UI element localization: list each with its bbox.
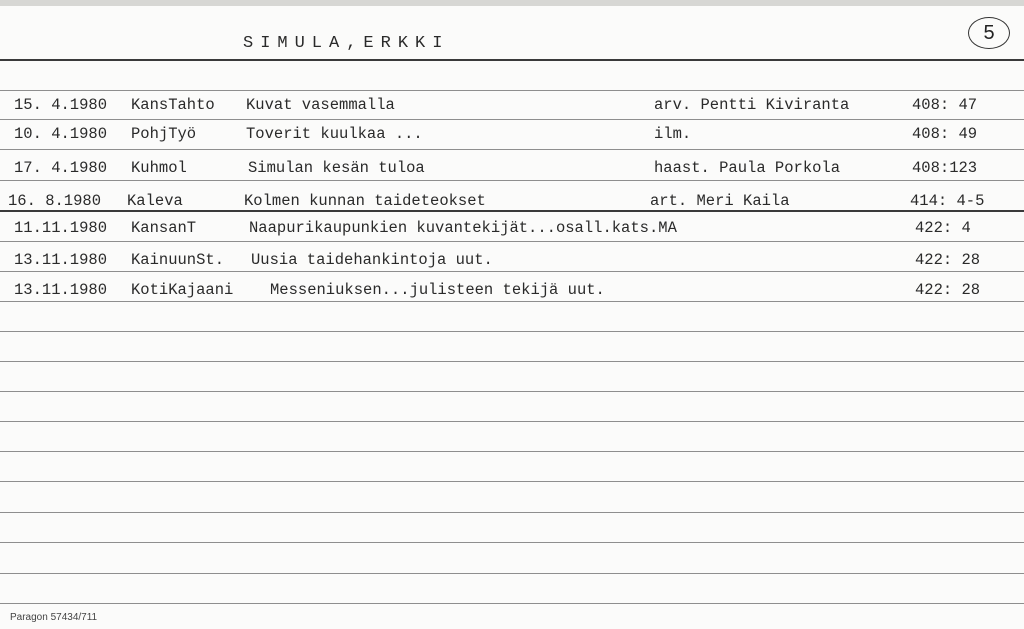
entry-row (0, 281, 1024, 303)
ruled-line (0, 451, 1024, 452)
entry-row (0, 96, 1024, 118)
card-footer-print: Paragon 57434/711 (10, 612, 98, 623)
entry-ref: 408:123 (912, 159, 978, 177)
ruled-line (0, 241, 1024, 242)
ruled-line (0, 512, 1024, 513)
entry-date: 11.11.1980 (14, 219, 108, 237)
entry-title: Kolmen kunnan taideteokset (244, 192, 486, 210)
entry-date: 13.11.1980 (14, 281, 108, 299)
entry-row (0, 125, 1024, 147)
entry-author: arv. Pentti Kiviranta (654, 96, 850, 114)
ruled-line (0, 361, 1024, 362)
entry-title: Simulan kesän tuloa (248, 159, 425, 177)
entry-source: Kaleva (127, 192, 183, 210)
ruled-line (0, 331, 1024, 332)
entry-author: ilm. (654, 125, 692, 143)
entry-source: KansTahto (131, 96, 215, 114)
entry-date: 15. 4.1980 (14, 96, 108, 114)
entry-source: Kuhmol (131, 159, 187, 177)
ruled-line (0, 481, 1024, 482)
header-rule (0, 59, 1024, 61)
entry-title: Messeniuksen...julisteen tekijä uut. (270, 281, 605, 299)
entry-title: Toverit kuulkaa ... (246, 125, 423, 143)
entry-ref: 422: 28 (915, 251, 981, 269)
entry-source: KotiKajaani (131, 281, 234, 299)
entry-row (0, 159, 1024, 181)
entry-row (0, 219, 1024, 241)
entry-author: art. Meri Kaila (650, 192, 790, 210)
entry-title: Kuvat vasemmalla (246, 96, 395, 114)
card-header-name: SIMULA,ERKKI (243, 34, 450, 53)
ruled-line (0, 421, 1024, 422)
ruled-line (0, 391, 1024, 392)
entry-ref: 408: 49 (912, 125, 978, 143)
entry-ref: 414: 4-5 (910, 192, 985, 210)
entry-date: 16. 8.1980 (8, 192, 102, 210)
entry-row (0, 192, 1024, 214)
entry-date: 13.11.1980 (14, 251, 108, 269)
ruled-line (0, 573, 1024, 574)
entry-ref: 408: 47 (912, 96, 978, 114)
card-number-circle: 5 (968, 17, 1010, 49)
entry-ref: 422: 4 (915, 219, 971, 237)
ruled-line (0, 149, 1024, 150)
entry-date: 10. 4.1980 (14, 125, 108, 143)
card-top-edge (0, 0, 1024, 6)
entry-row (0, 251, 1024, 273)
ruled-line (0, 603, 1024, 604)
entry-ref: 422: 28 (915, 281, 981, 299)
ruled-line (0, 542, 1024, 543)
ruled-line (0, 119, 1024, 120)
entry-source: PohjTyö (131, 125, 197, 143)
entry-title: Uusia taidehankintoja uut. (251, 251, 493, 269)
entry-source: KansanT (131, 219, 197, 237)
entry-title: Naapurikaupunkien kuvantekijät...osall.kats.MA (249, 219, 677, 237)
entry-date: 17. 4.1980 (14, 159, 108, 177)
ruled-line (0, 90, 1024, 91)
entry-author: haast. Paula Porkola (654, 159, 841, 177)
entry-source: KainuunSt. (131, 251, 225, 269)
